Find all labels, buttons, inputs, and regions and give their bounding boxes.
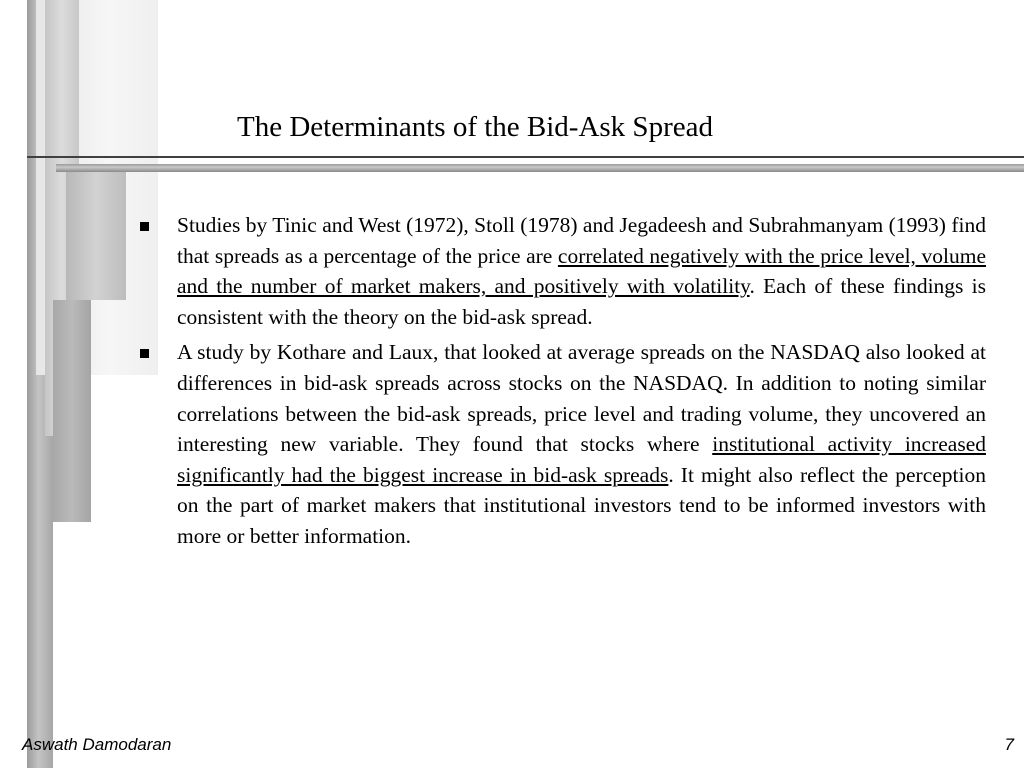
square-bullet-icon (140, 222, 149, 231)
bullet-underlined-text: correlated negatively with the price level, volume and the number of market makers, and positively with volatility (177, 243, 986, 299)
page-number: 7 (1004, 735, 1014, 754)
title-divider-thick (56, 164, 1024, 172)
bullet-underlined-text: institutional activity increased significantly had the biggest increase in bid-ask spreads (177, 432, 986, 487)
title-divider-thin (27, 156, 1024, 158)
bullet-text: Studies by Tinic and West (1972), Stoll (1978) and Jegadeesh and Subrahmanyam (1993) find that spreads as a percentage of the price are (177, 213, 986, 268)
square-bullet-icon (140, 349, 149, 358)
decorative-bar (53, 300, 91, 522)
slide-title: The Determinants of the Bid-Ask Spread (237, 111, 713, 143)
footer-author: Aswath Damodaran (22, 735, 172, 754)
bullet-text: A study by Kothare and Laux, that looked at average spreads on the NASDAQ also looked at differences in bid-ask spreads across stocks on the NASDAQ. In addition to noting similar correlations between the bid-ask spreads, price level and trading volume, they uncovered an interesting new variable. They found that stocks where (177, 340, 986, 457)
bullet-item (140, 337, 986, 551)
bullet-item (140, 210, 986, 332)
bullet-list (140, 210, 986, 557)
bullet-text: . Each of these findings is consistent with the theory on the bid-ask spread. (177, 274, 987, 329)
decorative-bar (66, 172, 126, 300)
bullet-text: . It might also reflect the perception on the part of market makers that institutional investors tend to be informed investors with more or better information. (177, 462, 986, 548)
